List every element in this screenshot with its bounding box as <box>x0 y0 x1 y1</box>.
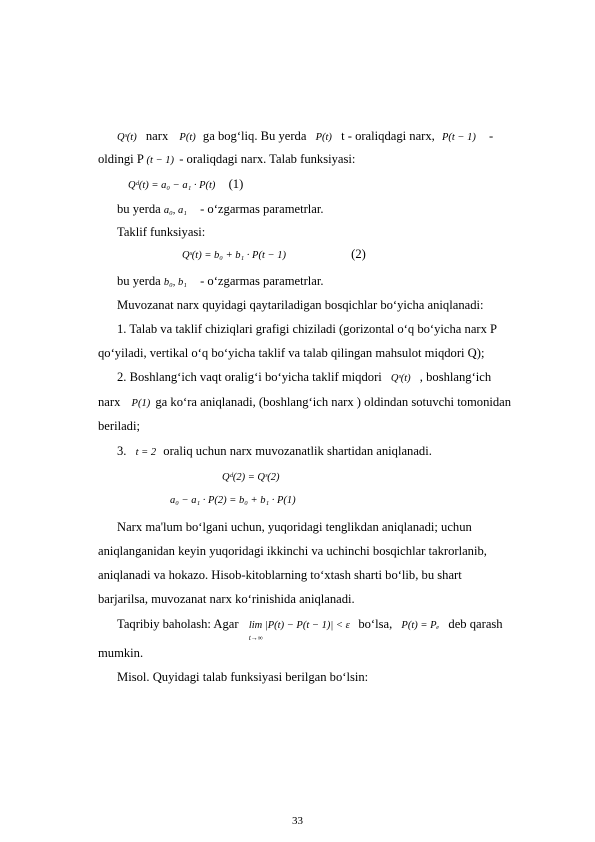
line-7: bu yerda b₀, b₁ - o‘zgarmas parametrlar. <box>117 274 324 288</box>
line-21: Taqribiy baholash: Agar lim |P(t) − P(t − 1)| < ε t→∞ bo‘lsa, P(t) = Pₑ deb qarash <box>0 616 503 634</box>
line-9: 1. Talab va taklif chiziqlari grafigi chiziladi (gorizontal o‘q bo‘yicha narx P <box>117 322 498 336</box>
formula-eq2: a₀ − a₁ · P(2) = b₀ + b₁ · P(1) <box>170 495 296 506</box>
formula-pe: P(t) = Pₑ <box>401 620 440 631</box>
formula-limit-subscript: t→∞ <box>248 634 263 642</box>
line-13: beriladi; <box>98 419 140 433</box>
demand-equation <box>128 176 243 194</box>
line-1: Qˢ(t) narx P(t) ga bog‘liq. Bu yerda P(t) t - oraliqdagi narx, P(t − 1) - <box>117 129 494 143</box>
equation-number-1: (1) <box>228 177 244 191</box>
formula-p1: P(1) <box>131 398 151 409</box>
line-14: 3. t = 2 oraliq uchun narx muvozanatlik shartidan aniqlanadi. <box>117 444 432 458</box>
equilibrium-equation-1 <box>222 468 279 486</box>
line-4: bu yerda a₀, a₁ - o‘zgarmas parametrlar. <box>117 202 324 216</box>
line-10: qo‘yiladi, vertikal o‘q bo‘yicha taklif va talab qilingan mahsulot miqdori Q); <box>98 346 485 360</box>
formula-demand: Qᵈ(t) = a₀ − a₁ · P(t) <box>128 180 216 191</box>
formula-qs2: Qˢ(t) <box>390 373 411 384</box>
formula-qs: Qˢ(t) <box>117 132 137 143</box>
formula-limit: lim |P(t) − P(t − 1)| < ε t→∞ <box>249 620 352 631</box>
supply-equation <box>182 246 366 264</box>
line-22: mumkin. <box>98 646 144 660</box>
line-23: Misol. Quyidagi talab funksiyasi berilgan bo‘lsin: <box>117 670 369 684</box>
line-2: oldingi P (t − 1) - oraliqdagi narx. Talab funksiyasi: <box>98 152 356 166</box>
formula-pt: P(t) <box>179 132 196 143</box>
line-5: Taklif funksiyasi: <box>117 225 206 239</box>
formula-t2: t = 2 <box>135 447 157 458</box>
formula-pt1: P(t − 1) <box>441 132 476 143</box>
line-8: Muvozanat narx quyidagi qaytariladigan bosqichlar bo‘yicha aniqlanadi: <box>117 298 484 312</box>
line-19: aniqlanadi va hokazo. Hisob-kitoblarning to‘xtash sharti bo‘lib, bu shart <box>98 568 462 582</box>
equilibrium-equation-2 <box>170 491 296 509</box>
formula-t1: (t − 1) <box>146 155 175 166</box>
equation-number-2: (2) <box>351 247 366 261</box>
line-11: 2. Boshlang‘ich vaqt oralig‘i bo‘yicha taklif miqdori Qˢ(t) , boshlang‘ich <box>117 370 492 384</box>
page-number: 33 <box>292 815 303 827</box>
line-20: barjarilsa, muvozanat narx ko‘rinishida aniqlanadi. <box>98 592 355 606</box>
line-17: Narx ma'lum bo‘lgani uchun, yuqoridagi tenglikdan aniqlanadi; uchun <box>117 520 472 534</box>
formula-supply: Qˢ(t) = b₀ + b₁ · P(t − 1) <box>182 250 286 261</box>
line-18: aniqlanganidan keyin yuqoridagi ikkinchi va uchinchi bosqichlar takrorlanib, <box>98 544 487 558</box>
formula-pt2: P(t) <box>315 132 332 143</box>
formula-a-params: a₀, a₁ <box>163 205 187 216</box>
formula-eq1: Qᵈ(2) = Qˢ(2) <box>222 472 280 483</box>
line-12: narx P(1) ga ko‘ra aniqlanadi, (boshlang‘ich narx ) oldindan sotuvchi tomonidan <box>98 395 512 409</box>
formula-b-params: b₀, b₁ <box>163 277 187 288</box>
